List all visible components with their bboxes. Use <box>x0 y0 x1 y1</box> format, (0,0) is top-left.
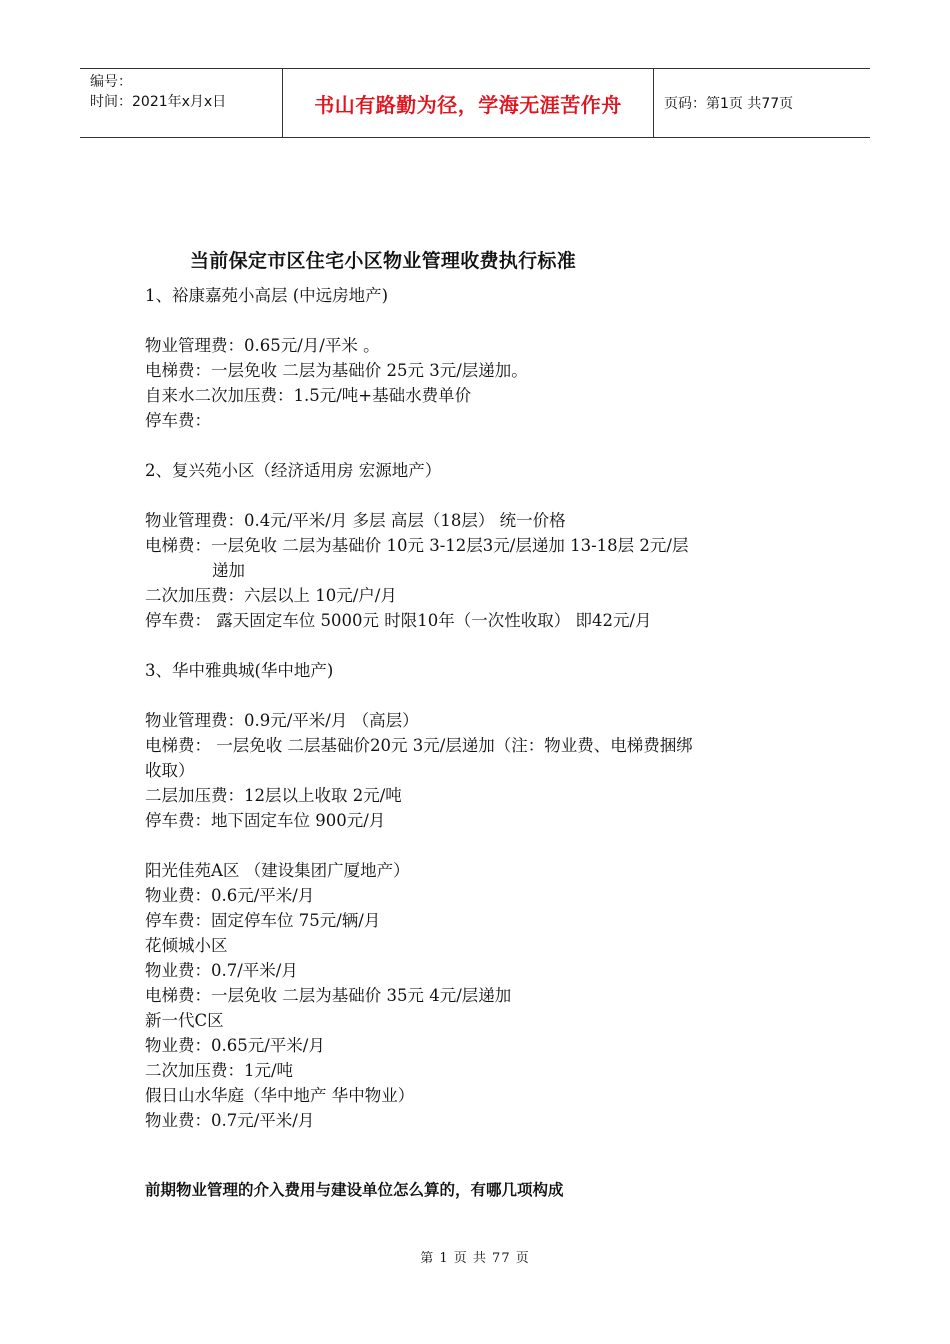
document-title: 当前保定市区住宅小区物业管理收费执行标准 <box>190 250 577 272</box>
text-line: 2、复兴苑小区（经济适用房 宏源地产） <box>145 461 442 480</box>
text-line: 电梯费：一层免收 二层为基础价 35元 4元/层递加 <box>145 986 512 1005</box>
text-line: 阳光佳苑A区 （建设集团广厦地产） <box>145 861 410 880</box>
text-line: 二次加压费：1元/吨 <box>145 1061 294 1080</box>
text-line: 新一代C区 <box>145 1011 224 1030</box>
text-line: 电梯费：一层免收 二层为基础价 25元 3元/层递加。 <box>145 361 528 380</box>
blank-line <box>145 308 825 333</box>
document-body <box>145 283 825 1133</box>
text-line: 电梯费：一层免收 二层为基础价 10元 3-12层3元/层递加 13-18层 2元/层 <box>145 536 689 555</box>
text-line: 花倾城小区 <box>145 936 228 955</box>
text-line: 停车费： 露天固定车位 5000元 时限10年（一次性收取） 即42元/月 <box>145 611 652 630</box>
header-left-cell <box>80 69 282 137</box>
text-line: 3、华中雅典城(华中地产) <box>145 661 334 680</box>
time-label: 时间：2021年x月x日 <box>90 94 227 110</box>
number-label: 编号： <box>90 74 132 90</box>
text-line: 物业管理费：0.65元/月/平米 。 <box>145 336 380 355</box>
section-question: 前期物业管理的介入费用与建设单位怎么算的，有哪几项构成 <box>145 1181 564 1199</box>
text-line: 停车费：固定停车位 75元/辆/月 <box>145 911 381 930</box>
slogan: 书山有路勤为径，学海无涯苦作舟 <box>282 69 654 137</box>
text-line: 物业费：0.7元/平米/月 <box>145 1111 315 1130</box>
text-line: 自来水二次加压费：1.5元/吨+基础水费单价 <box>145 386 472 405</box>
page-info: 页码：第1页 共77页 <box>664 96 794 112</box>
blank-line <box>145 683 825 708</box>
text-line: 二层加压费：12层以上收取 2元/吨 <box>145 786 402 805</box>
text-line: 递加 <box>212 561 245 580</box>
text-line: 假日山水华庭（华中地产 华中物业） <box>145 1086 415 1105</box>
page-footer: 第 1 页 共 77 页 <box>420 1251 530 1266</box>
text-line: 物业管理费：0.4元/平米/月 多层 高层（18层） 统一价格 <box>145 511 566 530</box>
text-line: 收取） <box>145 761 195 780</box>
text-line: 二次加压费：六层以上 10元/户/月 <box>145 586 397 605</box>
text-line: 物业费：0.7/平米/月 <box>145 961 298 980</box>
text-line: 1、裕康嘉苑小高层 (中远房地产) <box>145 286 389 305</box>
text-line: 电梯费： 一层免收 二层基础价20元 3元/层递加（注：物业费、电梯费捆绑 <box>145 736 693 755</box>
blank-line <box>145 483 825 508</box>
blank-line <box>145 633 825 658</box>
text-line: 物业管理费：0.9元/平米/月 （高层） <box>145 711 419 730</box>
blank-line <box>145 833 825 858</box>
text-line: 停车费： <box>145 411 211 430</box>
text-line: 停车费：地下固定车位 900元/月 <box>145 811 386 830</box>
blank-line <box>145 433 825 458</box>
header-table <box>80 68 870 138</box>
text-line: 物业费：0.6元/平米/月 <box>145 886 315 905</box>
text-line: 物业费：0.65元/平米/月 <box>145 1036 325 1055</box>
